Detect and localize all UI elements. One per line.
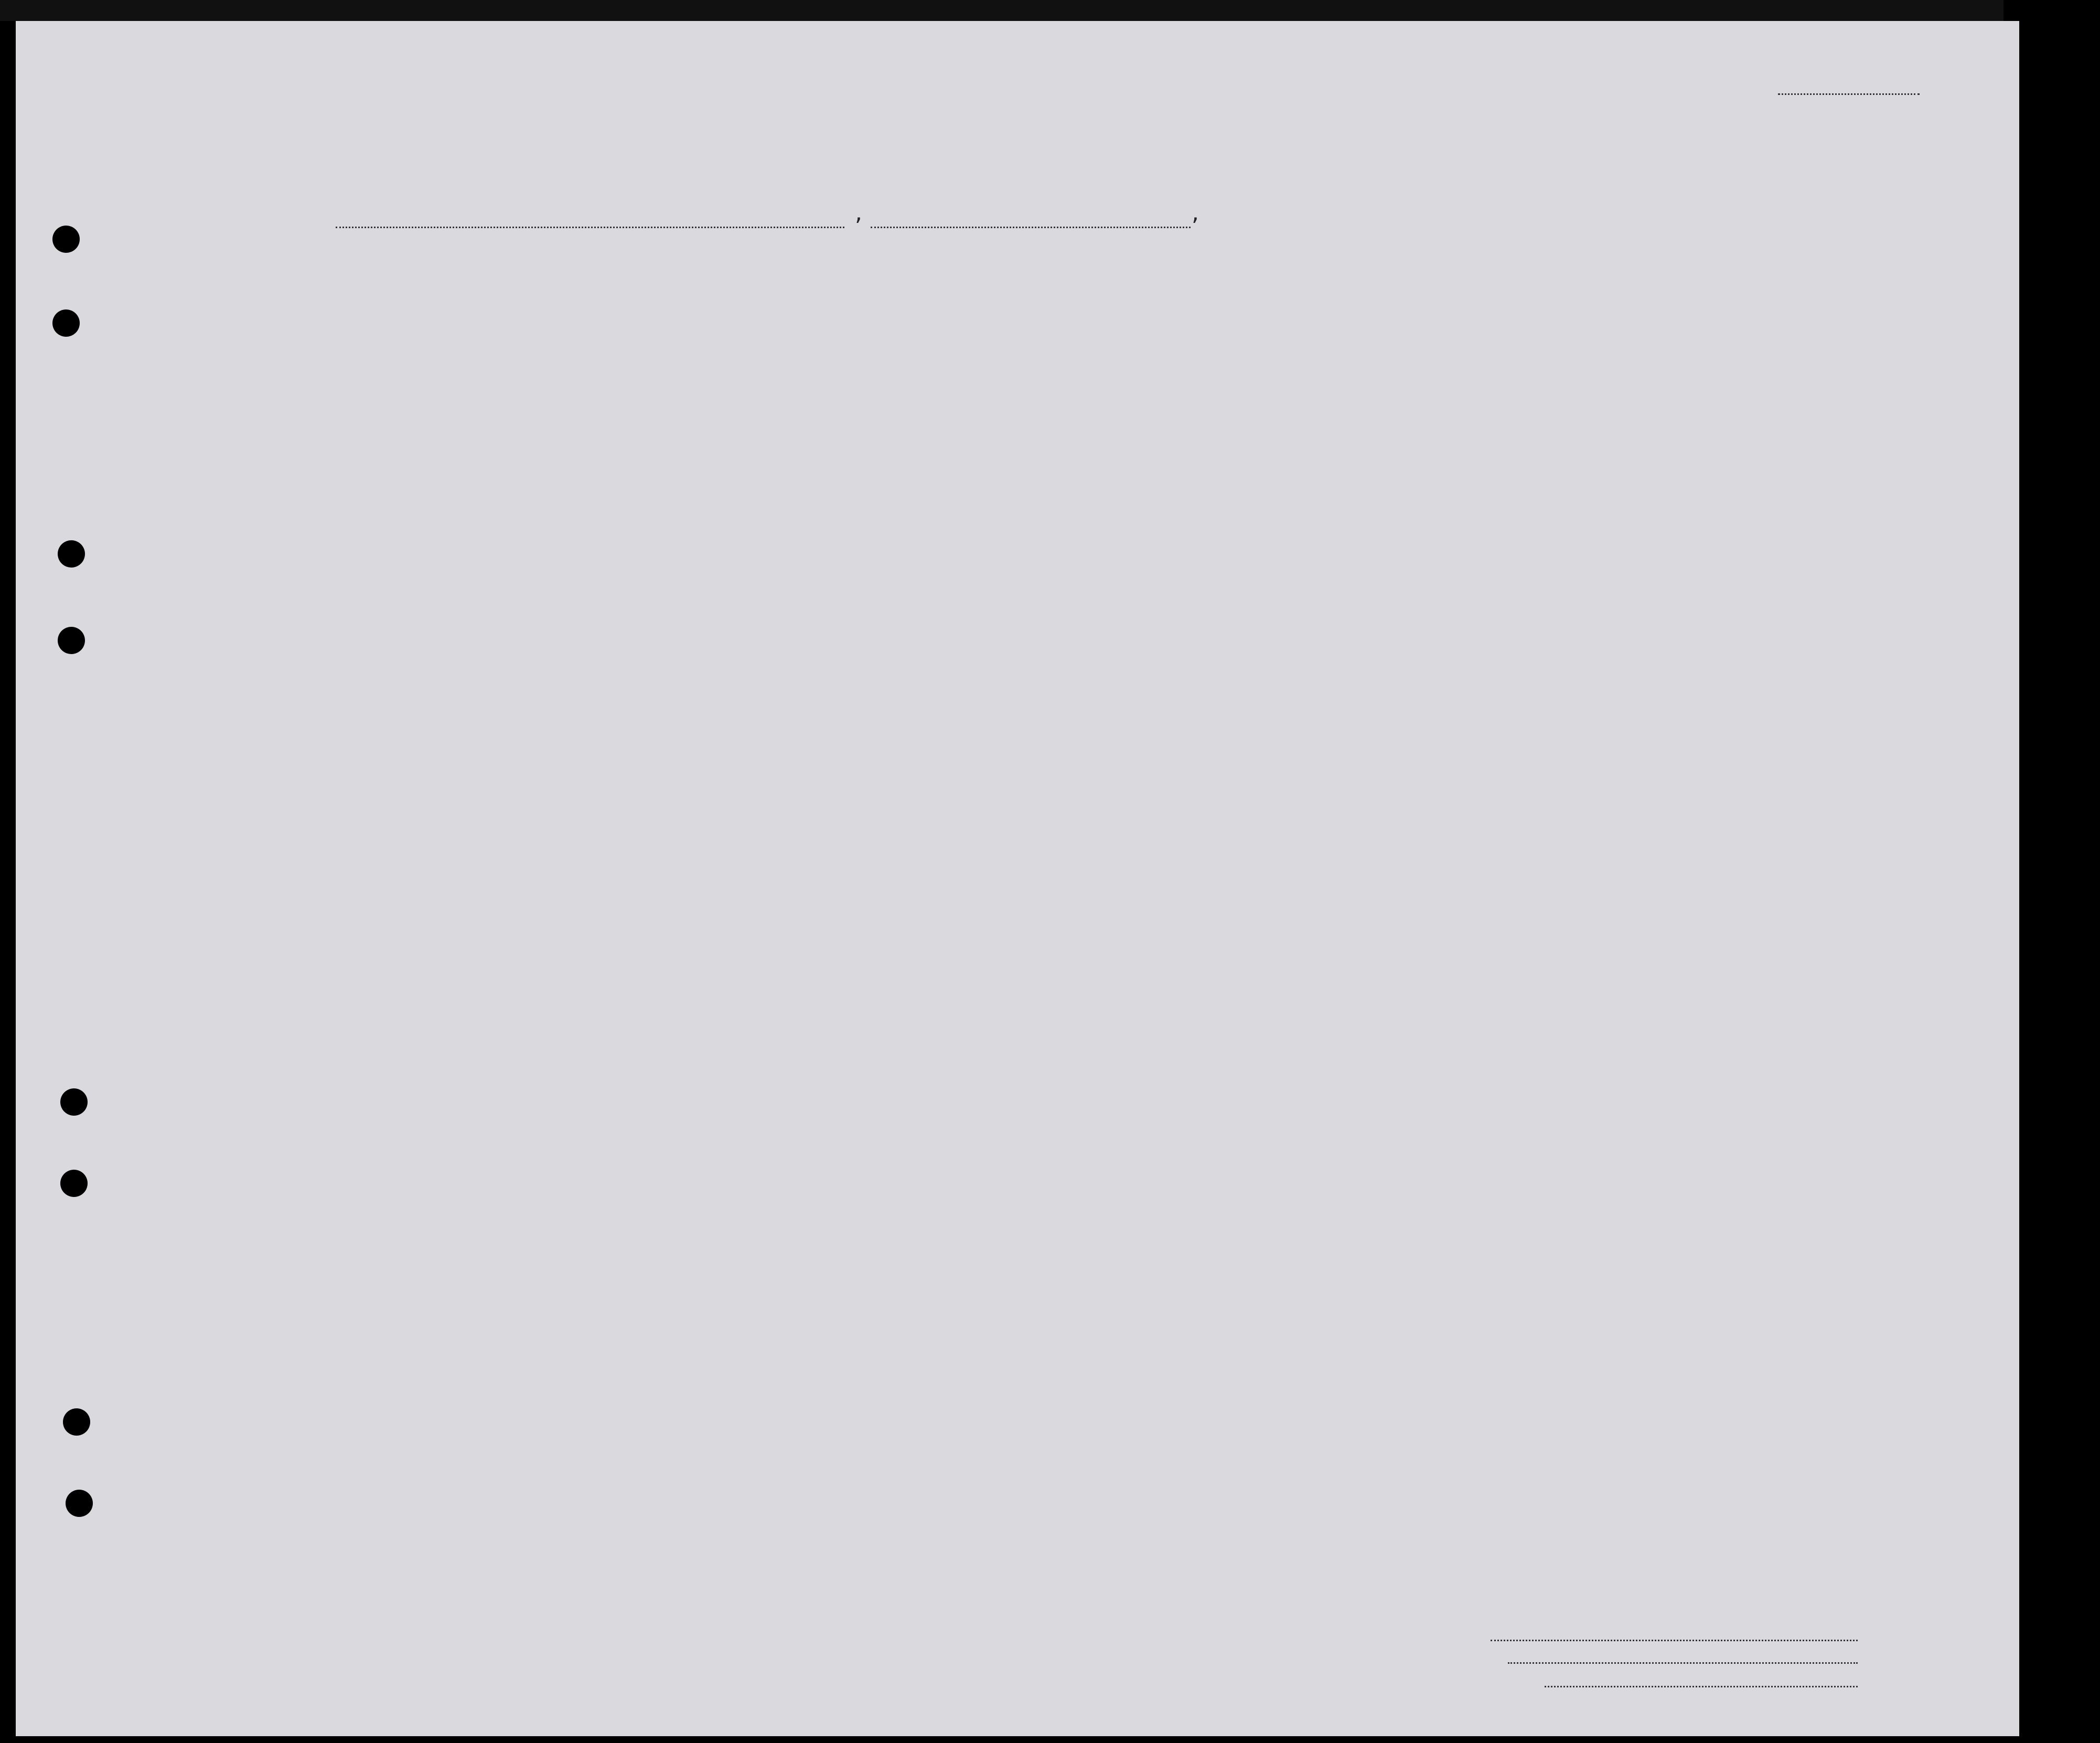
header-polygamist (1325, 287, 1351, 413)
header-feet (1646, 367, 1662, 414)
punch-hole (58, 627, 85, 654)
header-purpose-length (1216, 320, 1243, 425)
punch-hole (60, 1170, 88, 1197)
punch-hole (52, 226, 80, 253)
footer-owners-fill (1508, 1662, 1858, 1664)
header-arrested (1498, 287, 1522, 424)
punch-hole (63, 1408, 90, 1436)
header-overthrow (1378, 287, 1431, 424)
header-ticket (567, 287, 594, 413)
header-purpose-citizen (1245, 320, 1272, 425)
header-inches (1669, 367, 1685, 414)
punch-hole (60, 1088, 88, 1116)
punch-hole (58, 540, 85, 568)
footer-line-fill (1491, 1640, 1858, 1641)
header-purpose-return (1166, 320, 1214, 425)
comma-mark-2: , (1192, 199, 1199, 226)
header-anarchist (1353, 287, 1377, 413)
footer-agents-fill (1545, 1686, 1858, 1687)
comma-mark: , (855, 199, 862, 226)
header-possession-50 (697, 287, 724, 413)
punch-hole (52, 309, 80, 337)
header-offer (1433, 287, 1470, 424)
header-excluded (1472, 287, 1495, 424)
punch-hole (66, 1490, 93, 1517)
header-prison (1277, 287, 1323, 424)
